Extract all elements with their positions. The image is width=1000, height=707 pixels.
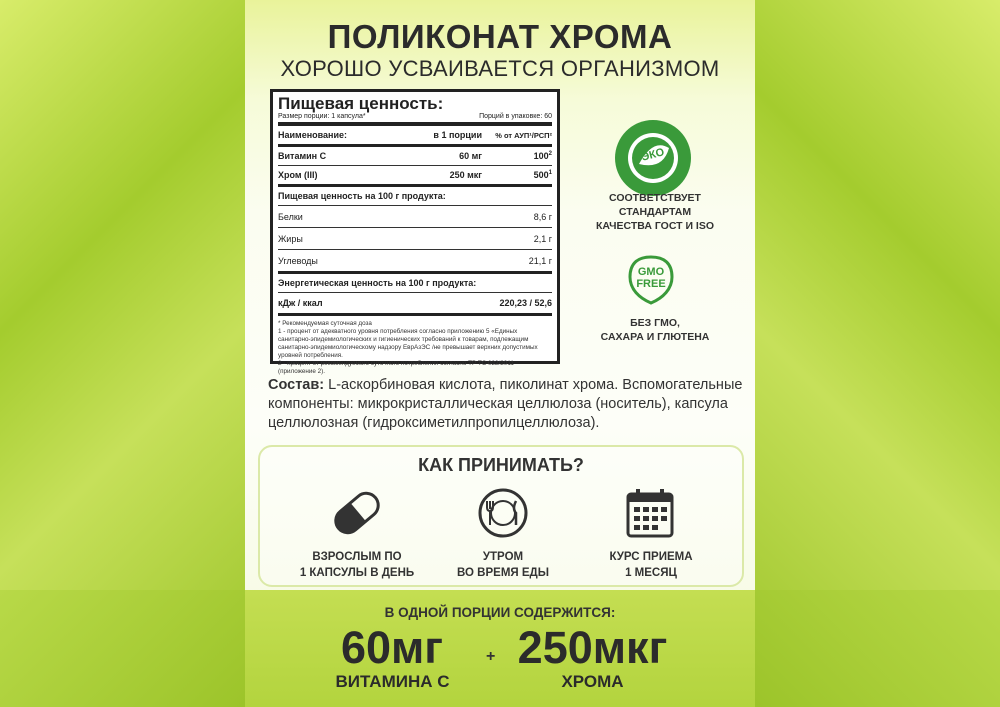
calendar-icon [623, 487, 679, 539]
footnote-line: 1 - процент от адекватного уровня потребления согласно приложению 5 «Единых [278, 328, 518, 335]
page-title: ПОЛИКОНАТ ХРОМА [327, 18, 673, 55]
step-time [428, 487, 578, 581]
macro-name: Жиры [278, 233, 303, 244]
composition-label: Состав: [268, 377, 325, 393]
energy-heading-row [278, 274, 552, 293]
free-badge-text [585, 316, 725, 344]
nutrient-percent [482, 151, 552, 161]
step-line: 1 МЕСЯЦ [625, 567, 677, 579]
footnote-line: санитарно-эпидемиологических и гигиенических требований к товарам, подлежащим [278, 336, 529, 343]
energy-label: кДж / ккал [278, 298, 323, 308]
gmo-free-icon [626, 255, 676, 305]
nutrition-heading: Пищевая ценность: [278, 94, 444, 113]
per100-heading: Пищевая ценность на 100 г продукта: [278, 191, 446, 201]
energy-row [278, 293, 552, 316]
vitamin-c-label: ВИТАМИНА С [335, 672, 450, 691]
gost-badge-text [585, 191, 725, 233]
macro-name: Белки [278, 211, 303, 222]
table-header-row [278, 126, 552, 147]
how-to-take-panel [258, 445, 744, 587]
percent-value: 100 [533, 151, 549, 161]
footnote-line: * Рекомендуемая суточная доза [278, 320, 372, 327]
nutrient-percent [482, 170, 552, 180]
macro-value: 8,6 г [533, 211, 552, 222]
servings-per-pack: Порций в упаковке: 60 [479, 113, 552, 120]
chrome-amount: 250мкг [517, 622, 668, 673]
composition [268, 376, 748, 433]
footnote-mark: 1 [548, 170, 552, 176]
serving-size: Размер порции: 1 капсула* [278, 113, 366, 120]
chrome-label: ХРОМА [561, 672, 624, 691]
gost-line: СООТВЕТСТВУЕТ [609, 192, 701, 204]
col-name: Наименование: [278, 130, 348, 140]
step-line: 1 КАПСУЛЫ В ДЕНЬ [299, 567, 415, 579]
vitamin-c-amount: 60мг [340, 622, 444, 673]
step-dosage [282, 487, 432, 581]
bottom-left-bg [0, 590, 245, 707]
table-row [278, 166, 552, 187]
gmo-text: GMO [637, 266, 665, 278]
per100-heading-row [278, 187, 552, 206]
energy-value: 220,23 / 52,6 [499, 298, 552, 308]
footnote-mark: 2 [548, 151, 552, 157]
table-row [278, 206, 552, 228]
gost-line: СТАНДАРТАМ [618, 206, 692, 218]
table-row [278, 250, 552, 274]
eco-seal-icon [613, 118, 693, 198]
step-line: ВО ВРЕМЯ ЕДЫ [457, 567, 549, 579]
free-text: FREE [636, 278, 666, 290]
step-line: ВЗРОСЛЫМ ПО [312, 551, 402, 563]
serving-info [278, 113, 552, 126]
macro-name: Углеводы [278, 255, 318, 266]
step-course [576, 487, 726, 581]
col-percent: % от АУП¹/РСП² [495, 130, 552, 140]
nutrient-name: Хром (III) [278, 170, 318, 180]
eco-seal-text: ЭКО [640, 146, 666, 164]
nutrient-amount: 250 мкг [449, 170, 482, 180]
cutlery-icon [477, 487, 529, 539]
capsule-icon [327, 487, 387, 539]
nutrient-amount: 60 мг [459, 151, 482, 161]
footnote-line: санитарно-эпидемиологическому надзору ЕврАзЭС /не превышает верхних допустимых [278, 344, 538, 351]
percent-value: 500 [533, 170, 549, 180]
macro-value: 2,1 г [533, 233, 552, 244]
bottom-right-bg [755, 590, 1000, 707]
per-serving-heading: В ОДНОЙ ПОРЦИИ СОДЕРЖИТСЯ: [384, 605, 616, 620]
plus-sign: + [486, 648, 496, 665]
step-line: КУРС ПРИЕМА [609, 551, 693, 563]
free-line: БЕЗ ГМО, [630, 317, 680, 329]
page-subtitle: ХОРОШО УСВАИВАЕТСЯ ОРГАНИЗМОМ [280, 56, 720, 81]
macro-value: 21,1 г [528, 255, 552, 266]
footnote-line: 2 - процент от рекомендуемого суточного потребления согласно ТР ТС 022/2011 (приложение 2). [278, 360, 514, 375]
table-row [278, 228, 552, 250]
table-row [278, 147, 552, 166]
gost-line: КАЧЕСТВА ГОСТ И ISO [595, 220, 715, 232]
nutrition-table [270, 89, 560, 375]
step-line: УТРОМ [482, 551, 524, 563]
energy-heading: Энергетическая ценность на 100 г продукта: [278, 278, 477, 288]
nutrient-name: Витамин С [278, 151, 327, 161]
footnotes [278, 320, 552, 376]
how-to-title: КАК ПРИНИМАТЬ? [418, 455, 584, 475]
free-line: САХАРА И ГЛЮТЕНА [600, 331, 710, 343]
composition-text: L-аскорбиновая кислота, пиколинат хрома. Вспомогательные компоненты: микрокристаллическая целлюлоза (носитель), капсула целлюлозная (гидроксиметилпропилцеллюлоза). [268, 377, 743, 431]
col-per-serving: в 1 порции [433, 130, 482, 140]
footnote-line: уровней потребления. [278, 352, 343, 359]
